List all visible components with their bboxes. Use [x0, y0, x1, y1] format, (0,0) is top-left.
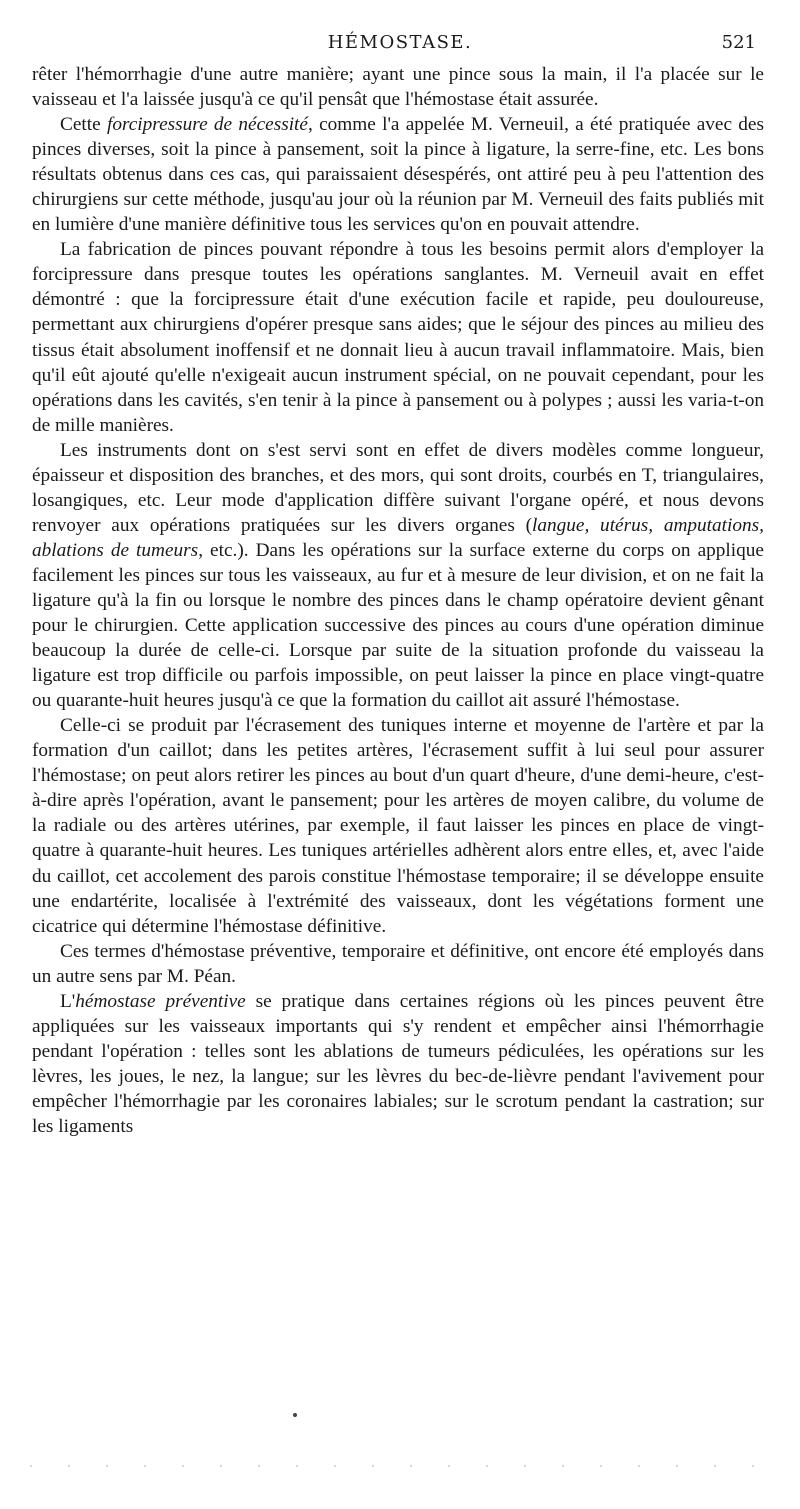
body-text: [32, 62, 764, 1139]
text-run: , etc.). Dans les opérations sur la surface externe du corps on applique facilement les pinces sur tous les vaisseaux, au fur et à mesure de leur division, et on ne fait la ligature qu'à la fin ou lorsque le nombre des pinces dans le champ opératoire devient gênant pour le chirurgien. Cette application successive des pinces au cours d'une opération diminue beaucoup la durée de celle-ci. Lorsque par suite de la situation profonde du vaisseau la ligature est trop difficile ou parfois impossible, on peut laisser la pince en place vingt-quatre ou quarante-huit heures jusqu'à ce que la formation du caillot ait assuré l'hémostase.: [32, 539, 764, 712]
text-run: rêter l'hémorrhagie d'une autre manière; ayant une pince sous la main, il l'a placée sur le vaisseau et l'a laissée jusqu'à ce qu'il pensât que l'hémostase était assurée.: [32, 64, 764, 111]
running-title: HÉMOSTASE.: [327, 32, 473, 53]
text-run: Ces termes d'hémostase préventive, temporaire et définitive, ont encore été employés dans un autre sens par M. Péan.: [32, 940, 764, 987]
italic-text: langue, utérus, amputations, ablations de tumeurs: [32, 514, 764, 561]
paragraph: [32, 713, 764, 938]
paragraph: [32, 62, 764, 112]
page-number: 521: [721, 32, 756, 53]
ink-speck: [293, 1413, 297, 1417]
text-run: Les instruments dont on s'est servi sont en effet de divers modèles comme longueur, épaisseur et disposition des branches, et des mors, qui sont droits, courbés en T, triangulaires, losangiques, etc. Leur mode d'application diffère suivant l'organe opéré, et nous devons renvoyer aux opérations pratiquées sur les divers organes (: [32, 439, 764, 536]
italic-text: hémostase préventive: [75, 990, 246, 1012]
running-head: [0, 32, 800, 58]
scan-noise: [30, 1465, 760, 1467]
paragraph: [32, 237, 764, 437]
paragraph: [32, 989, 764, 1139]
paragraph: [32, 438, 764, 714]
paragraph: [32, 112, 764, 237]
text-run: Cette: [60, 114, 107, 136]
text-run: se pratique dans certaines régions où les pinces peuvent être appliquées sur les vaisseaux importants qui s'y rendent et empêcher ainsi l'hémorrhagie pendant l'opération : telles sont les ablations de tumeurs pédiculées, les opérations sur les lèvres, les joues, le nez, la langue; sur les lèvres du bec-de-lièvre pendant l'avivement pour empêcher l'hémorrhagie par les coronaires labiales; sur le scrotum pendant la castration; sur les ligaments: [32, 990, 764, 1137]
paragraph: [32, 939, 764, 989]
text-run: L': [60, 990, 76, 1012]
text-run: La fabrication de pinces pouvant répondre à tous les besoins permit alors d'employer la forcipressure dans presque toutes les opérations sanglantes. M. Verneuil avait en effet démontré : que la forcipressure était d'une exécution facile et rapide, peu douloureuse, permettant aux chirurgiens d'opérer presque sans aides; que le séjour des pinces au milieu des tissus était absolument inoffensif et ne donnait lieu à aucun travail inflammatoire. Mais, bien qu'il eût ajouté qu'elle n'exigeait aucun instrument spécial, on ne pouvait cependant, pour les opérations dans les cavités, s'en tenir à la pince à pansement ou à polypes ; aussi les varia-t-on de mille manières.: [32, 239, 764, 436]
text-run: , comme l'a appelée M. Verneuil, a été pratiquée avec des pinces diverses, soit la pince à pansement, soit la pince à ligature, la serre-fine, etc. Les bons résultats obtenus dans ces cas, qui paraissaient désespérés, ont attiré peu à peu l'attention des chirurgiens sur cette méthode, jusqu'au jour où la réunion par M. Verneuil des faits publiés mit en lumière d'une manière définitive tous les services qu'on en pouvait attendre.: [32, 114, 764, 236]
italic-text: forcipressure de nécessité: [106, 114, 308, 136]
text-run: Celle-ci se produit par l'écrasement des tuniques interne et moyenne de l'artère et par la formation d'un caillot; dans les petites artères, l'écrasement suffit à lui seul pour assurer l'hémostase; on peut alors retirer les pinces au bout d'un quart d'heure, d'une demi-heure, c'est-à-dire après l'opération, avant le pansement; pour les artères de moyen calibre, du volume de la radiale ou des artères utérines, par exemple, il faut laisser les pinces en place de vingt-quatre à quarante-huit heures. Les tuniques artérielles adhèrent alors entre elles, et, avec l'aide du caillot, cet accolement des parois constitue l'hémostase temporaire; il se développe ensuite une endartérite, localisée à l'extrémité des vaisseaux, dont les végétations forment une cicatrice qui détermine l'hémostase définitive.: [32, 715, 764, 937]
